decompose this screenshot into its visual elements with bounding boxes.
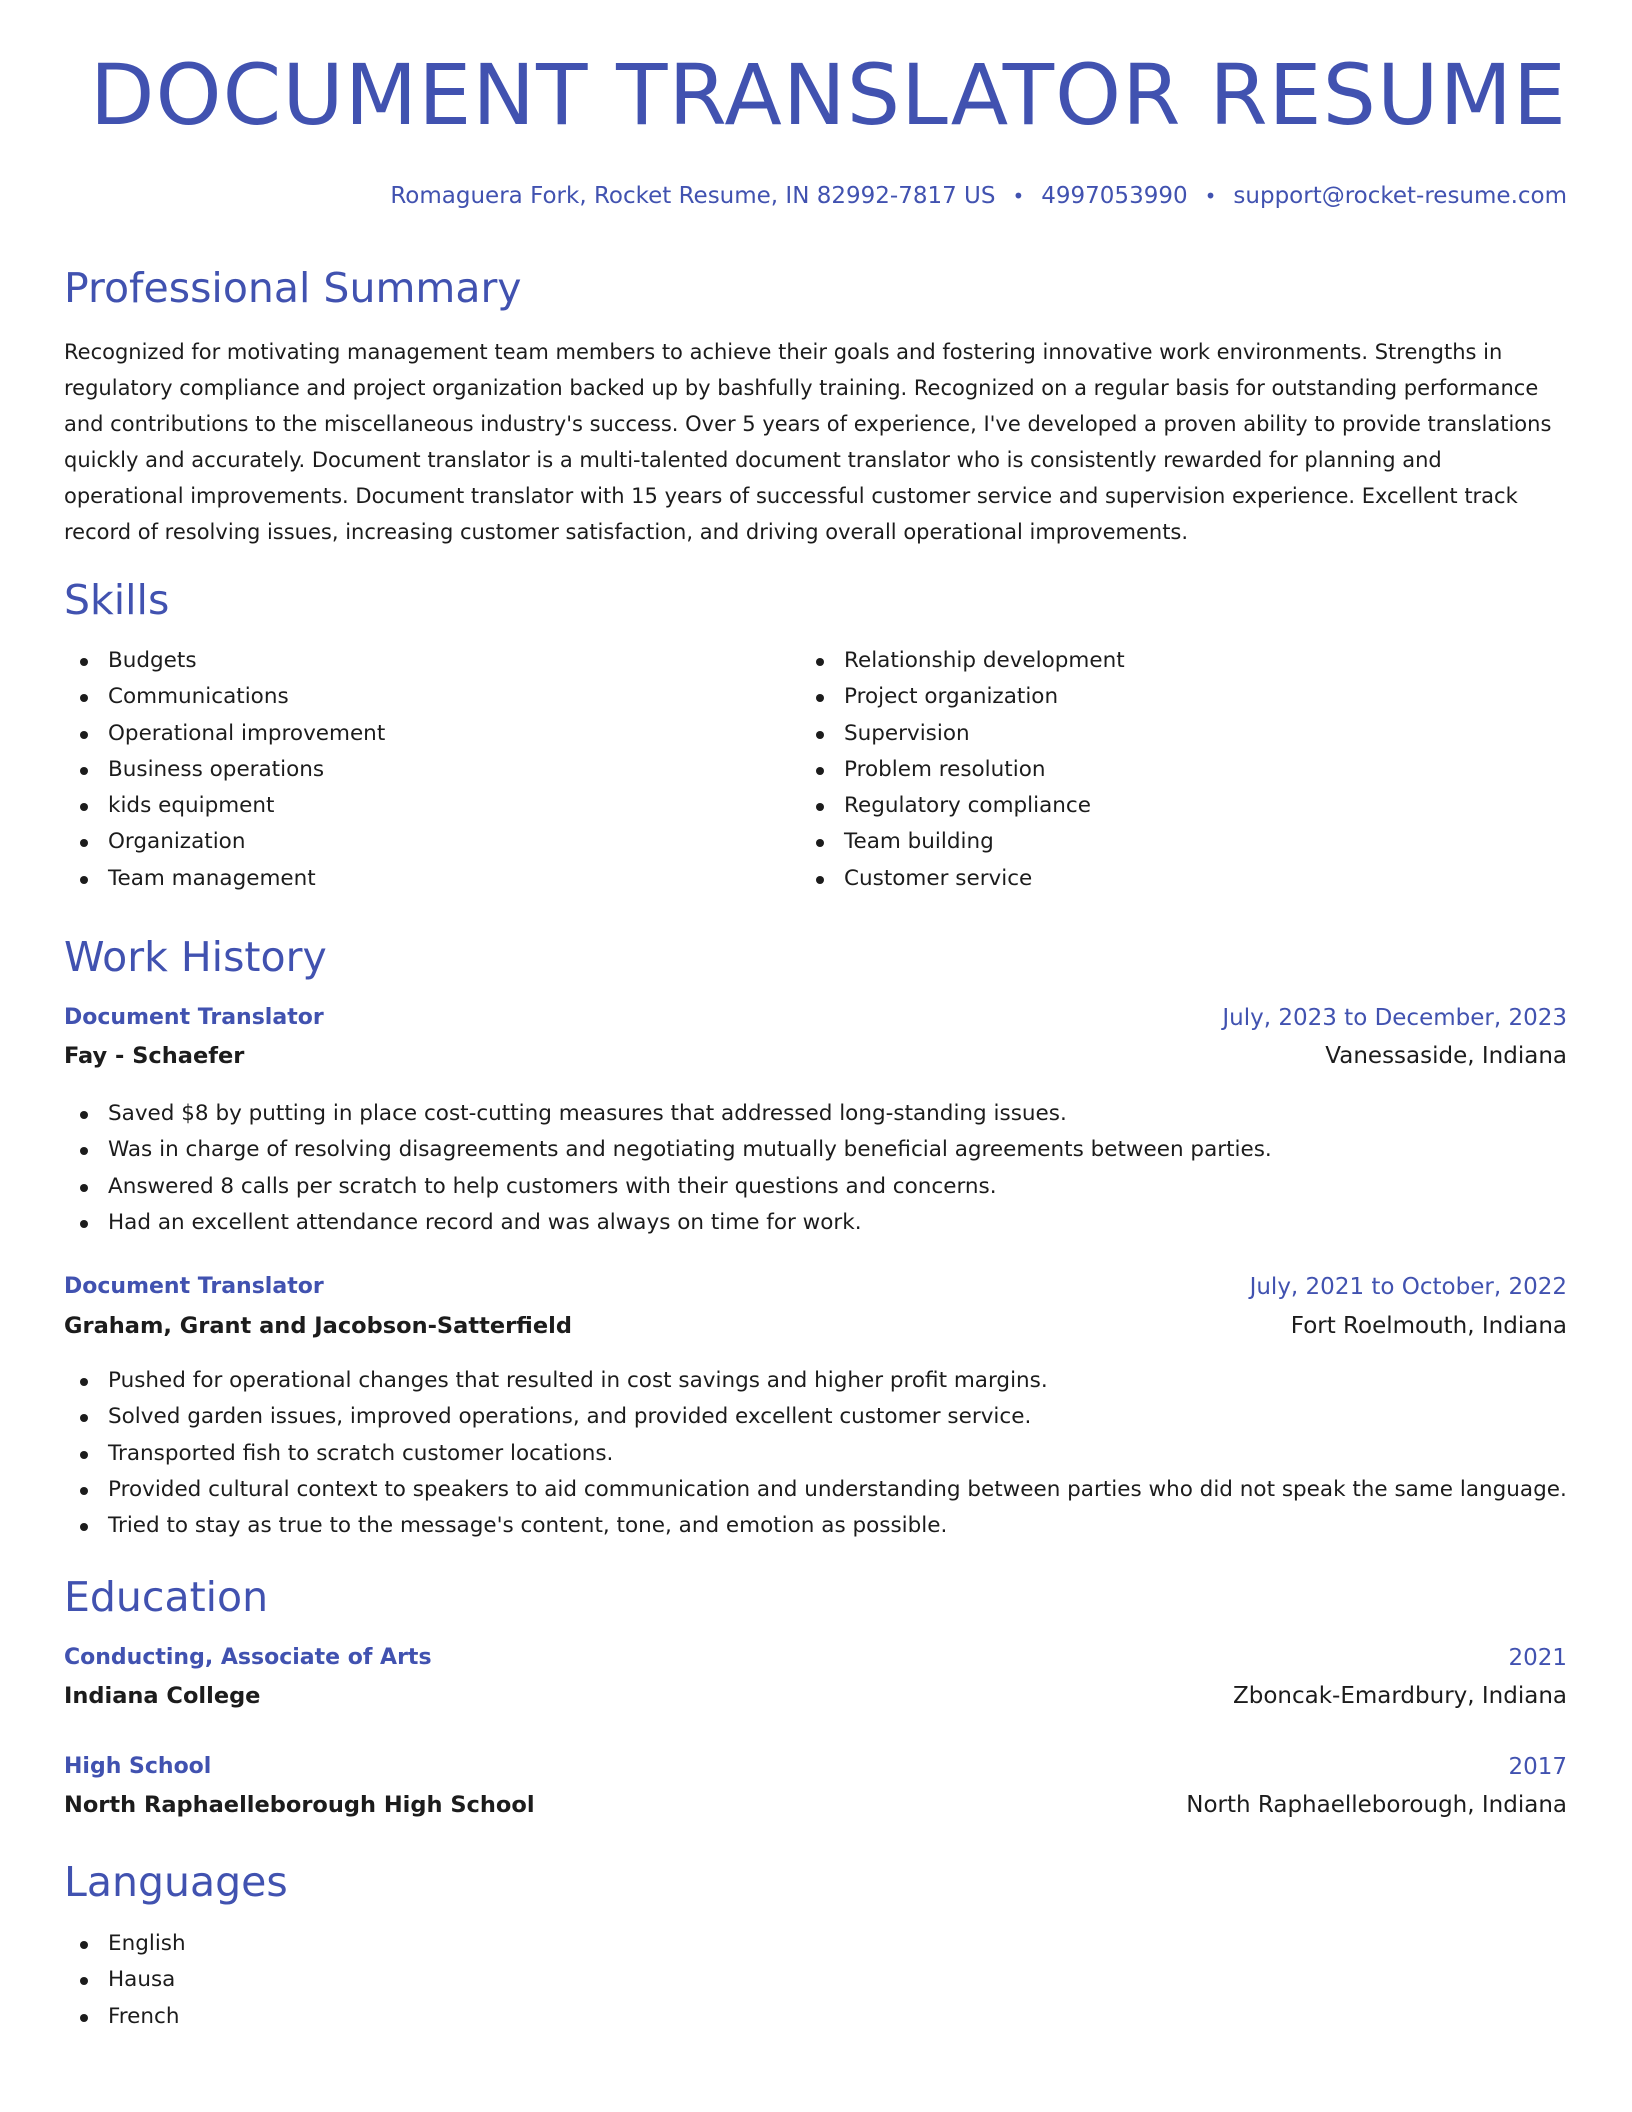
languages-list (64, 1926, 186, 2035)
job-dates: July, 2023 to December, 2023 (1222, 1005, 1567, 1031)
job-dates: July, 2021 to October, 2022 (1249, 1274, 1567, 1300)
separator-dot: • (1012, 184, 1025, 208)
skill-item: Operational improvement (64, 716, 385, 752)
job-company: Fay - Schaefer (64, 1043, 245, 1069)
education-subheader (64, 1683, 1567, 1717)
education-year: 2017 (1508, 1754, 1567, 1780)
job-header (64, 1274, 1567, 1308)
education-subheader (64, 1792, 1567, 1826)
skill-item: Business operations (64, 752, 385, 788)
job-subheader (64, 1313, 1567, 1347)
skill-item: Communications (64, 679, 385, 715)
work-heading: Work History (64, 933, 327, 981)
language-item: French (64, 1999, 186, 2035)
job-bullet: Provided cultural context to speakers to aid communication and understanding between parties who did not speak the same language. (64, 1472, 1567, 1508)
job-subheader (64, 1043, 1567, 1077)
education-header (64, 1754, 1567, 1788)
job-header (64, 1005, 1567, 1039)
job-bullet: Saved $8 by putting in place cost-cutting measures that addressed long-standing issues. (64, 1096, 1272, 1132)
job-bullet: Had an excellent attendance record and was always on time for work. (64, 1205, 1272, 1241)
resume-title: DOCUMENT TRANSLATOR RESUME (89, 46, 1567, 144)
education-location: Zboncak-Emardbury, Indiana (1232, 1683, 1567, 1709)
contact-address: Romaguera Fork, Rocket Resume, IN 82992-7817 US (390, 183, 996, 209)
skill-item: Project organization (800, 679, 1125, 715)
summary-text: Recognized for motivating management team members to achieve their goals and fostering innovative work environments. Strengths in regulatory compliance and project organization backed up by bashfully training. Recognized on a regular basis for outstanding performance and contributions to the miscellaneous industry's success. Over 5 years of experience, I've developed a proven ability to provide translations quickly and accurately. Document translator is a multi-talented document translator who is consistently rewarded for planning and operational improvements. Document translator with 15 years of successful customer service and supervision experience. Excellent track record of resolving issues, increasing customer satisfaction, and driving overall operational improvements. (64, 340, 1552, 544)
skill-item: Regulatory compliance (800, 788, 1125, 824)
job-bullet: Solved garden issues, improved operations, and provided excellent customer service. (64, 1399, 1567, 1435)
job-location: Vanessaside, Indiana (1325, 1043, 1567, 1069)
skill-item: Organization (64, 824, 385, 860)
contact-line (390, 183, 1567, 209)
skill-item: Supervision (800, 716, 1125, 752)
job-bullets (64, 1096, 1272, 1241)
resume-page (64, 0, 1567, 2112)
contact-phone: 4997053990 (1041, 183, 1188, 209)
job-location: Fort Roelmouth, Indiana (1290, 1313, 1567, 1339)
skill-item: Problem resolution (800, 752, 1125, 788)
education-location: North Raphaelleborough, Indiana (1186, 1792, 1567, 1818)
skill-item: Customer service (800, 861, 1125, 897)
skills-list-left (64, 643, 385, 897)
job-bullets (64, 1363, 1567, 1544)
separator-dot: • (1204, 184, 1217, 208)
job-company: Graham, Grant and Jacobson-Satterfield (64, 1313, 572, 1339)
job-bullet: Tried to stay as true to the message's content, tone, and emotion as possible. (64, 1508, 1567, 1544)
education-degree: High School (64, 1754, 212, 1779)
summary-heading: Professional Summary (64, 264, 522, 312)
job-title: Document Translator (64, 1274, 324, 1299)
education-heading: Education (64, 1573, 269, 1621)
skill-item: Budgets (64, 643, 385, 679)
contact-email[interactable]: support@rocket-resume.com (1233, 183, 1567, 209)
education-school: North Raphaelleborough High School (64, 1792, 535, 1818)
job-bullet: Transported fish to scratch customer locations. (64, 1436, 1567, 1472)
languages-heading: Languages (64, 1858, 288, 1906)
language-item: Hausa (64, 1962, 186, 1998)
education-school: Indiana College (64, 1683, 261, 1709)
skills-list-right (800, 643, 1125, 897)
education-degree: Conducting, Associate of Arts (64, 1645, 432, 1670)
education-year: 2021 (1508, 1645, 1567, 1671)
job-bullet: Was in charge of resolving disagreements and negotiating mutually beneficial agreements between parties. (64, 1132, 1272, 1168)
education-header (64, 1645, 1567, 1679)
skills-heading: Skills (64, 576, 170, 624)
language-item: English (64, 1926, 186, 1962)
skill-item: Relationship development (800, 643, 1125, 679)
skill-item: Team building (800, 824, 1125, 860)
skill-item: kids equipment (64, 788, 385, 824)
job-bullet: Pushed for operational changes that resulted in cost savings and higher profit margins. (64, 1363, 1567, 1399)
job-title: Document Translator (64, 1005, 324, 1030)
skill-item: Team management (64, 861, 385, 897)
job-bullet: Answered 8 calls per scratch to help customers with their questions and concerns. (64, 1169, 1272, 1205)
